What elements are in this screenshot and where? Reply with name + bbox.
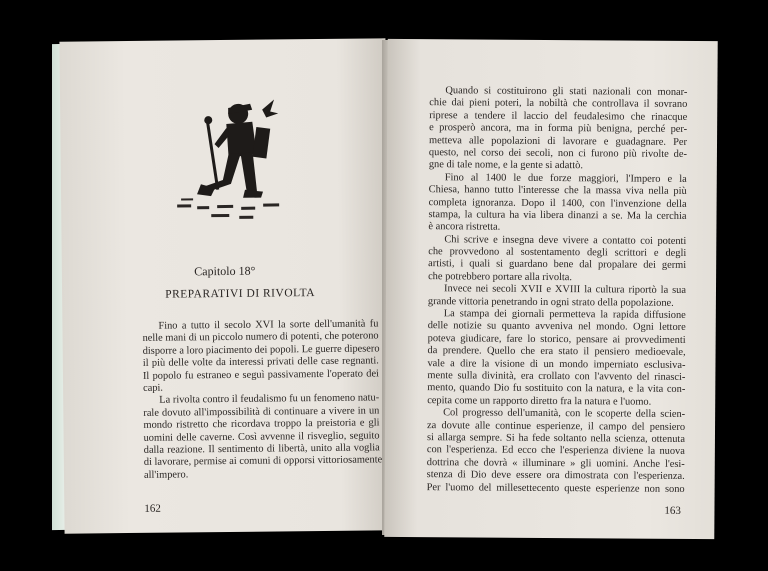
text-line: completa ignoranza. Dopo il 1400, con l'invenzione della (428, 196, 687, 210)
chapter-title: PREPARATIVI DI RIVOLTA (165, 287, 316, 301)
text-line: si allarga sempre. Si ha fede soltanto nella scienza, ottenuta (426, 432, 685, 445)
text-line: Invece nei secoli XVII e XVIII la cultura riportò la sua (443, 283, 687, 297)
text-line: Per l'uomo del millesettecento queste esperienze non sono (426, 481, 685, 495)
text-line: stenza di Dio deve essere ora dimostrata con l'esperienza. (426, 469, 685, 483)
text-line: Fino al 1400 le due forze maggiori, l'Impero e la (444, 171, 687, 185)
text-line: è ancora ristretta. (428, 221, 501, 233)
page-number: 163 (664, 504, 681, 517)
woodcut-illustration (170, 91, 301, 222)
text-line: capi. (143, 382, 164, 394)
text-line: gne di tale nome, e la gente si adattò. (428, 159, 583, 172)
text-line: da prendere. Quello che era stato il pensiero medioevale, (427, 345, 686, 359)
text-line: za dovute alle continue esperienze, il campo del pensiero (427, 419, 686, 433)
text-line: Fino a tutto il secolo XVI la sorte dell'umanità fu (158, 318, 379, 332)
text-line: nelle mani di un piccolo numero di potenti, che poterono (142, 330, 379, 345)
text-line: Chi scrive e insegna deve vivere a contatto coi potenti (444, 233, 687, 247)
text-line: riprese a tendere il laccio del feudalesimo che rinacque (429, 109, 688, 123)
text-line: delle notizie su quanto avveniva nel mondo. Ogni lettore (427, 320, 686, 334)
text-line: mente sulla divinità, era crollato con l'avvento del rinasci- (427, 370, 686, 383)
text-line: rale dovuto all'impossibilità di continuare a vivere in un (143, 405, 380, 419)
page-number: 162 (144, 502, 161, 515)
text-line: poteva giudicare, fare lo storico, pensare ai provvedimenti (427, 332, 686, 346)
text-line: Col progresso dell'umanità, con le scoperte della scien- (443, 407, 686, 421)
text-line: il più delle volte da interessi privati delle case regnanti. (142, 355, 379, 370)
text-line: mondo ristretto che ricordava troppo la preistoria e gli (143, 417, 380, 431)
text-line: mento, quando Dio fu sostituito con la natura, e la vita con- (427, 382, 686, 396)
text-line: metteva alle popolazioni di lavorare e guadagnare. Per (428, 134, 688, 148)
text-line: che potrebbero portare alla rivolta. (428, 271, 573, 284)
text-line: artisti, i quali si guardano bene dal propalare dei germi (428, 258, 687, 272)
text-line: chie dai pieni poteri, la nobiltà che controllava il sovrano (429, 97, 688, 111)
text-line: dalla reazione. Il sentimento di libertà, unito alla voglia (143, 442, 380, 456)
right-page-body (427, 85, 688, 496)
text-line: Quando si costituirono gli stati nazionali con monar- (445, 85, 688, 98)
text-line: cepita come un rapporto diretto fra la natura e l'uomo. (427, 394, 652, 408)
text-line: La rivolta contro il feudalismo fu un fenomeno natu- (159, 392, 380, 407)
text-line: La stampa dei giornali permetteva la rapida diffusione (443, 308, 686, 321)
text-line: disporre a loro piacimento dei popoli. Le guerre dipesero (142, 343, 380, 357)
chapter-label: Capitolo 18° (194, 263, 256, 279)
right-page (384, 39, 717, 539)
text-line: con l'esperienza. Ed ecco che l'esperienza diviene la nuova (426, 444, 685, 458)
left-page (59, 38, 390, 533)
text-line: uomini delle caverne. Così avvenne il risveglio, seguito (143, 429, 380, 444)
text-line: Il popolo fu estraneo e seguì passivamente l'operato dei (142, 367, 379, 382)
text-line: stampa, la cultura ha via libera dinanzi a se. Ma la cerchia (428, 209, 687, 222)
text-line: di lavorare, permise ai comuni di opporsi vittoriosamente (143, 454, 383, 469)
text-line: Chiesa, hanno tutto l'interesse che la massa viva nella più (428, 184, 687, 198)
text-line: che provvedono al sostentamento degli scrittori e degli (428, 246, 687, 260)
left-page-body (142, 318, 383, 482)
text-line: vale a dire la visione di un mondo imperniato esclusiva- (427, 357, 686, 371)
text-line: all'impero. (143, 469, 189, 481)
text-line: dottrina che dovrà « illuminare » gli uomini. Anche l'esi- (426, 456, 685, 470)
text-line: questo, nel corso dei secoli, non ci furono più rivolte de- (428, 147, 687, 160)
text-line: e prosperò ancora, ma in forma più benigna, perché per- (429, 122, 688, 136)
text-line: grande vittoria penetrando in ogni strato della popolazione. (427, 295, 674, 309)
